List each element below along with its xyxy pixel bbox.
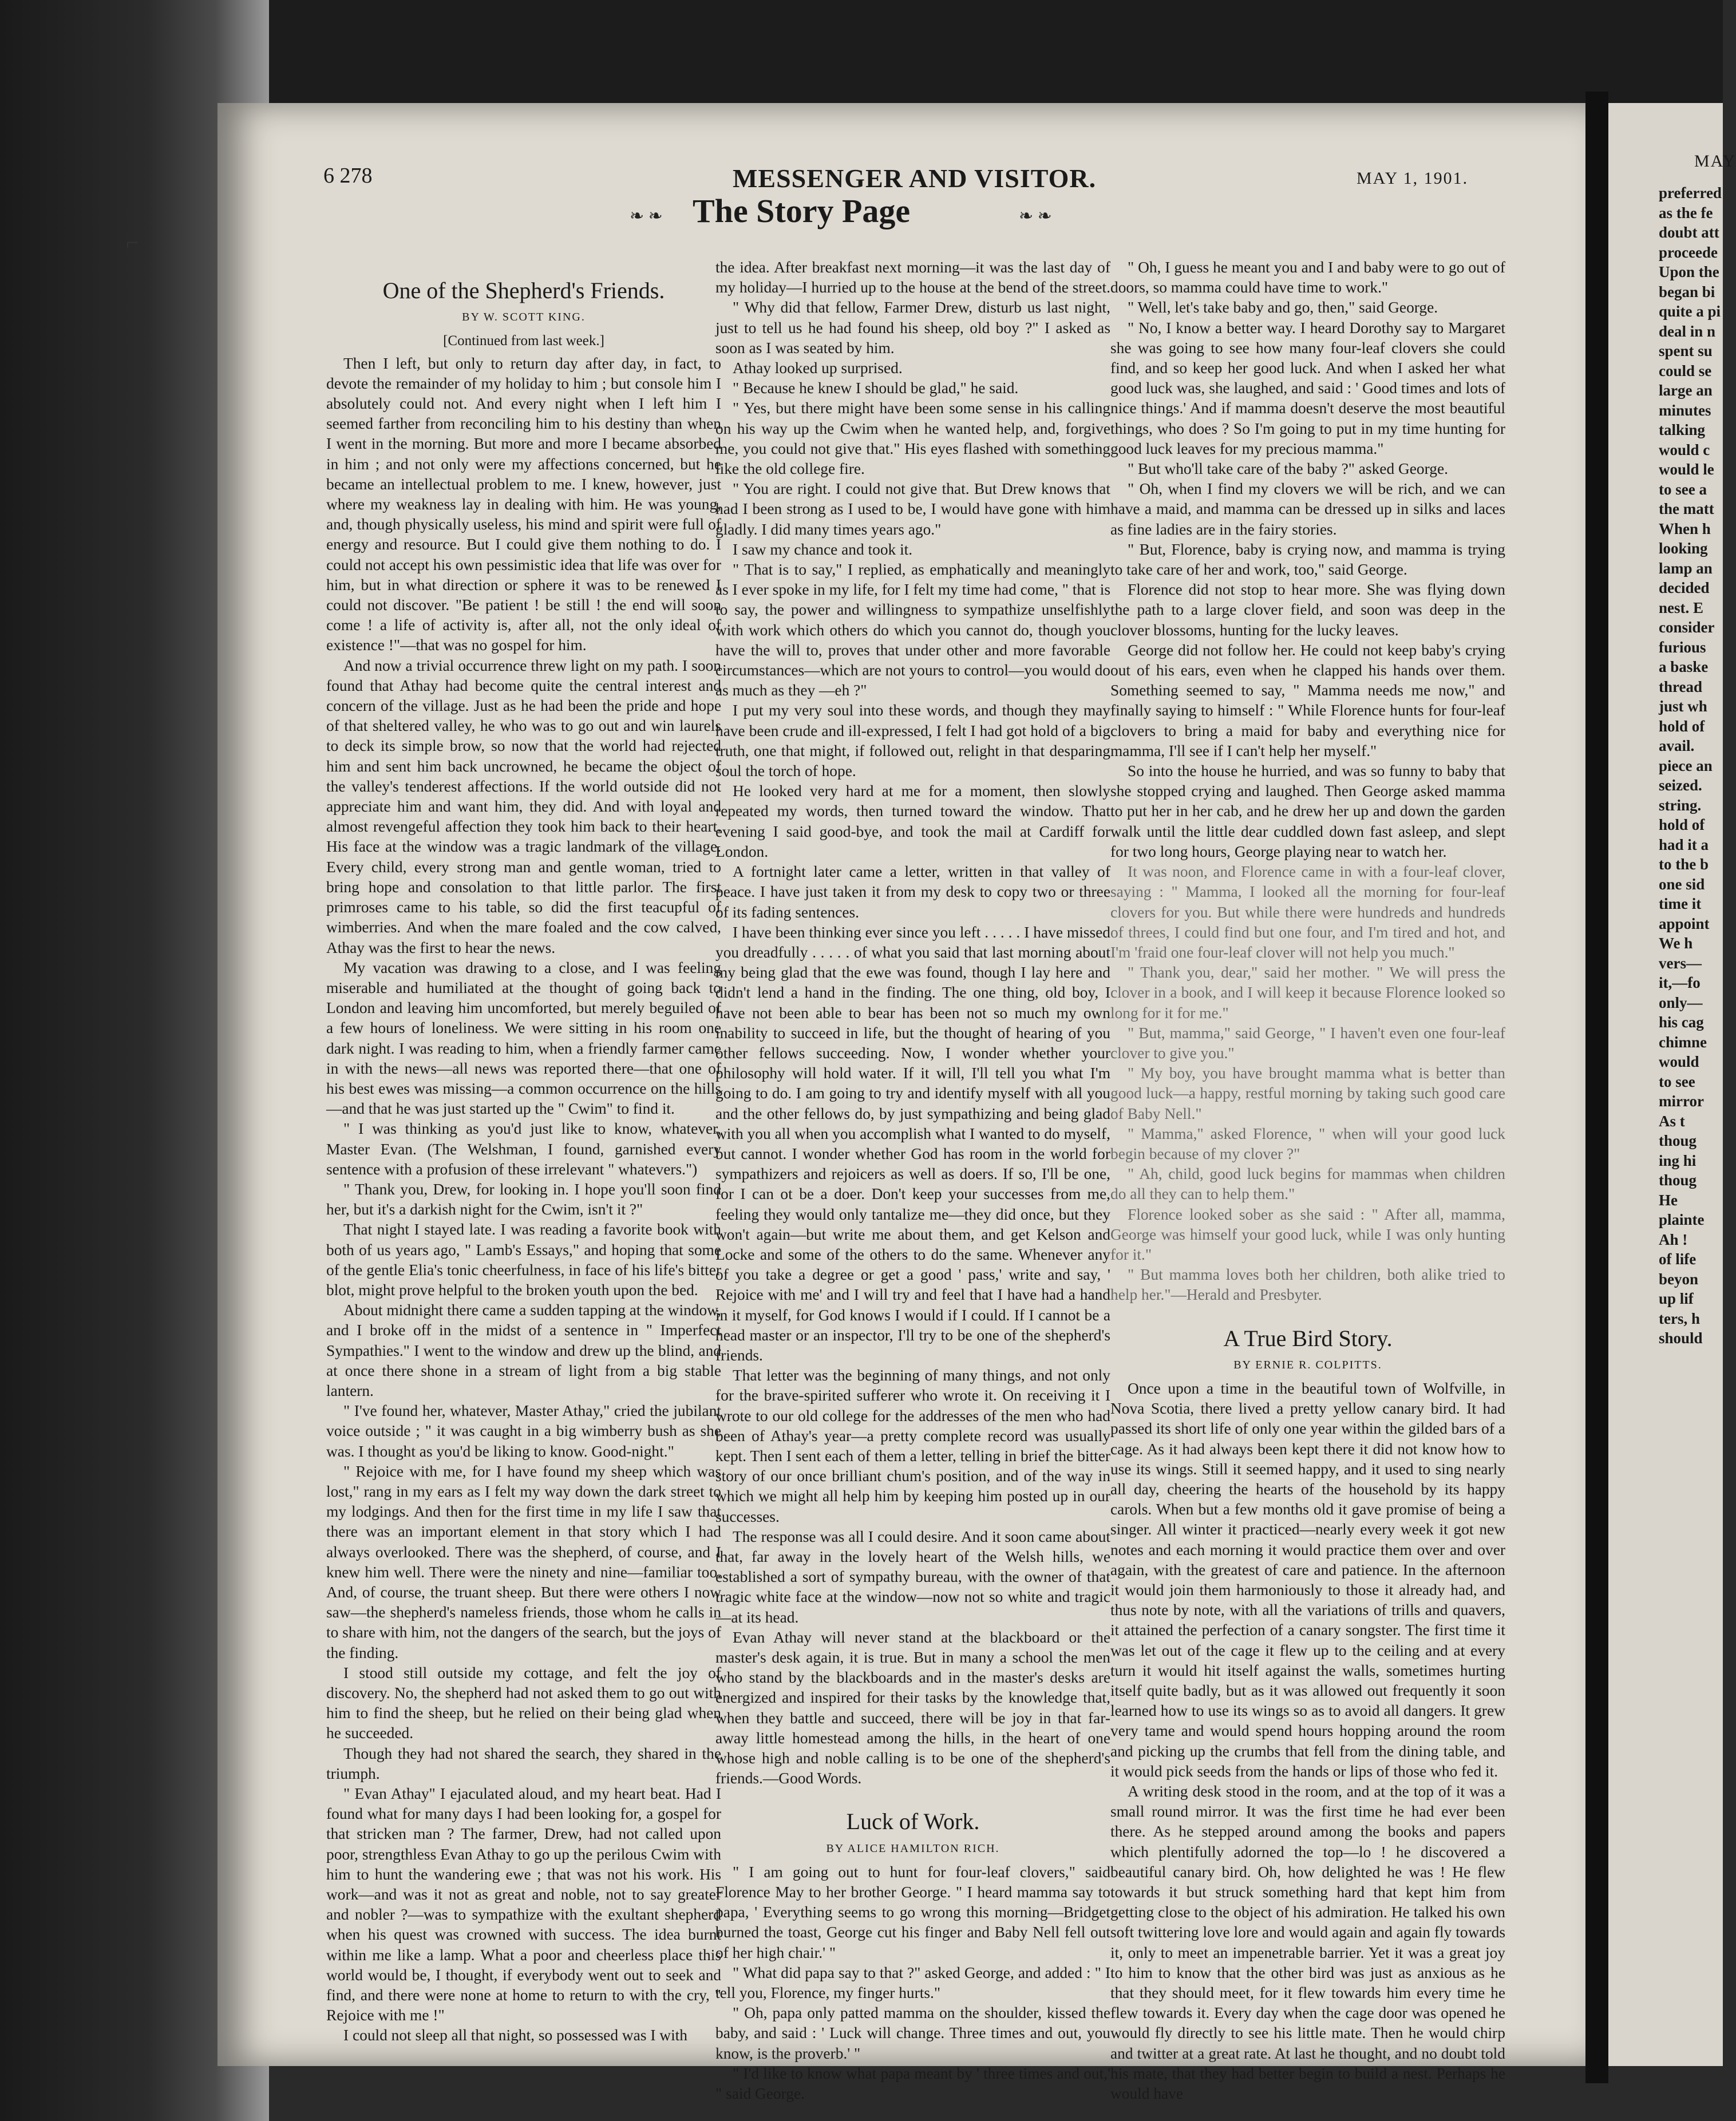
paragraph: " Mamma," asked Florence, " when will your good luck begin because of my clover ?" <box>1110 1125 1505 1162</box>
paragraph: About midnight there came a sudden tapping at the window, and I broke off in the midst of a sentence in " Imperfect Sympathies." I went to the window and drew up the blind, and at once there shone in a stream of light from a big stable lantern. <box>326 1301 722 1399</box>
paragraph: So into the house he hurried, and was so funny to baby that she stopped crying and laughed. Then George asked mamma to put her in her cab, and he drew her up and down the garden walk until the little dear cuddled down fast asleep, and slept for two long hours, George playing near to watch her. <box>1110 762 1505 860</box>
adjacent-page-line: appoint <box>1659 915 1710 932</box>
paragraph: " But who'll take care of the baby ?" asked George. <box>1128 460 1448 478</box>
adjacent-page-line: avail. <box>1659 737 1695 754</box>
paragraph: It was noon, and Florence came in with a four-leaf clover, saying : " Mamma, I looked all the morning for four-leaf clovers for you. But while there were hundreds and hundreds of threes, I could find but one four, and I'm tired and hot, and I'm 'fraid one four-leaf clover will not help you much." <box>1110 863 1505 961</box>
column-2 <box>715 258 1110 2104</box>
adjacent-page-line: deal in n <box>1659 322 1716 340</box>
adjacent-page-line: doubt att <box>1659 224 1719 241</box>
adjacent-page-line: plainte <box>1659 1211 1705 1228</box>
adjacent-page-line: would <box>1659 1053 1699 1070</box>
column-1 <box>326 258 721 2046</box>
paragraph: Florence did not stop to hear more. She was flying down the path to a large clover field, and soon was deep in the clover blossoms, hunting for the lucky leaves. <box>1110 581 1505 639</box>
paragraph: " Oh, I guess he meant you and I and baby were to go out of doors, so mamma could have time to work." <box>1110 259 1505 296</box>
adjacent-page-line: chimne <box>1659 1033 1707 1051</box>
adjacent-page-line: would le <box>1659 461 1714 478</box>
paragraph: " I'd like to know what papa meant by ' three times and out,' " said George. <box>715 2064 1110 2103</box>
issue-date: MAY 1, 1901. <box>1357 169 1469 188</box>
adjacent-page-line: ing hi <box>1659 1151 1697 1169</box>
paragraph: " Thank you, Drew, for looking in. I hope you'll soon find her, but it's a darkish night for the Cwim, isn't it ?" <box>326 1180 721 1218</box>
adjacent-page-line: should <box>1659 1329 1703 1347</box>
adjacent-page-line: hold of <box>1659 717 1705 735</box>
article-title: Luck of Work. <box>846 1809 980 1835</box>
paragraph: Athay looked up surprised. <box>733 359 903 377</box>
paragraph: A fortnight later came a letter, written in that valley of peace. I have just taken it from my desk to copy two or three of its fading sentences. <box>715 863 1110 921</box>
paragraph: " Oh, papa only patted mamma on the shoulder, kissed the baby, and said : ' Luck will change. Three times and out, you know, is the proverb.' " <box>715 2004 1110 2062</box>
adjacent-page-line: looking <box>1659 540 1708 557</box>
paragraph: Once upon a time in the beautiful town of Wolfville, in Nova Scotia, there lived a pretty yellow canary bird. It had passed its short life of only one year within the gilded bars of a cage. As it had always been kept there it did not know how to use its wings. Still it seemed happy, and it used to sing nearly all day, cheering the hearts of the household by its happy carols. When but a few months old it gave promise of being a singer. All winter it practiced—nearly every week it got new notes and each morning it would practice them over and over again, with the greatest of care and patience. In the afternoon it would join them harmoniously to those it already had, and thus note by note, with all the variations of trills and quavers, it attained the perfection of a canary songster. The first time it was let out of the cage it flew up to the ceiling and at every turn it would hit itself against the walls, sometimes hurting itself quite badly, but as it was allowed out frequently it soon learned how to use its wings so as to avoid all dangers. It grew very tame and would spend hours hopping around the room and picking up the crumbs that fell from the dining table, and it would pick seeds from the hands or lips of those who fed it. <box>1110 1379 1505 1780</box>
adjacent-page-line: had it a <box>1659 836 1709 853</box>
adjacent-page-line: decided <box>1659 579 1710 596</box>
article-byline: BY W. SCOTT KING. <box>462 311 586 324</box>
adjacent-page-text <box>1659 183 1727 1348</box>
adjacent-page-line: Ah ! <box>1659 1230 1688 1248</box>
paragraph: " But, mamma," said George, " I haven't even one four-leaf clover to give you." <box>1110 1024 1505 1062</box>
paragraph: " Ah, child, good luck begins for mammas when children do all they can to help them." <box>1110 1165 1505 1203</box>
adjacent-page-line: ters, h <box>1659 1309 1700 1327</box>
article-byline: BY ERNIE R. COLPITTS. <box>1233 1358 1382 1371</box>
page-number: 6 278 <box>323 164 373 188</box>
paragraph: He looked very hard at me for a moment, then slowly repeated my words, then turned toward the window. That evening I said good-bye, and took the mail at Cardiff for London. <box>715 782 1110 860</box>
adjacent-page-line: only— <box>1659 994 1703 1011</box>
adjacent-page-line: talking <box>1659 421 1706 438</box>
adjacent-page-line: seized. <box>1659 777 1702 794</box>
adjacent-page-line: would c <box>1659 441 1710 458</box>
adjacent-page-line: thread <box>1659 678 1703 695</box>
newspaper-page <box>126 103 1585 2103</box>
book-gutter <box>1585 92 1608 2083</box>
adjacent-page-fragment <box>1608 103 1736 2066</box>
adjacent-page-line: He <box>1659 1191 1678 1209</box>
section-title: The Story Page <box>693 192 911 229</box>
paragraph: I saw my chance and took it. <box>733 540 913 558</box>
paragraph: " Rejoice with me, for I have found my sheep which was lost," rang in my ears as I felt my way down the dark street to my lodgings. And then for the first time in my life I saw that there was an important element in that story which I had always overlooked. There was the shepherd, of course, and I knew him well. There were the ninety and nine—familiar too. And, of course, the truant sheep. But there were others I now saw—the shepherd's nameless friends, those whom he calls in to share with him, not the dangers of the search, but the joys of the finding. <box>326 1462 721 1661</box>
paragraph: A writing desk stood in the room, and at the top of it was a small round mirror. It was the first time he had ever been there. As he stepped around among the books and papers which plentifully adorned the top—lo ! he discovered a beautiful canary bird. Oh, how delighted he was ! He flew towards it but struck something hard that kept him from getting close to the object of his admiration. He talked his own soft twittering love lore and would again and again fly towards it, only to meet an impenetrable barrier. Yet it was a great joy to him to know that the other bird was just as anxious as he that they should meet, for it flew towards him every time he flew towards it. Every day when the cage door was opened he would fly directly to see his little mate. Then he would chirp and twitter at a great rate. At last he thought, and no doubt told his mate, that they had better begin to build a nest. Perhaps he would have <box>1110 1783 1505 2103</box>
paragraph: the idea. After breakfast next morning—it was the last day of my holiday—I hurried up to the house at the bend of the street. <box>715 259 1110 296</box>
paragraph: " Evan Athay" I ejaculated aloud, and my heart beat. Had I found what for many days I had been looking for, a gospel for that stricken man ? The farmer, Drew, had not called upon poor, strengthless Evan Athay to go up the perilous Cwim with him to hunt the wandering ewe ; that was not his work. His work—and was it not as great and noble, not to say greater and nobler ?—was to sympathize with the exultant shepherd when his quest was crowned with success. The idea burnt within me like a lamp. What a poor and cheerless place this world would be, I thought, if everybody went out to seek and find, and there were none at home to return to with the cry, " Rejoice with me !" <box>326 1785 721 2024</box>
adjacent-page-line: one sid <box>1659 875 1705 893</box>
adjacent-page-line: thoug <box>1659 1132 1697 1149</box>
adjacent-page-line: up lif <box>1659 1290 1694 1307</box>
paragraph: " Why did that fellow, Farmer Drew, disturb us last night, just to tell us he had found his sheep, old boy ?" I asked as soon as I was seated by him. <box>715 299 1110 357</box>
adjacent-page-line: furious <box>1659 638 1706 656</box>
paragraph: " I was thinking as you'd just like to know, whatever, Master Evan. (The Welshman, I found, garnished every sentence with a profusion of these irrelevant " whatevers.") <box>326 1120 721 1178</box>
adjacent-page-line: piece an <box>1659 757 1713 774</box>
article-byline: BY ALICE HAMILTON RICH. <box>826 1842 1000 1855</box>
paragraph: " You are right. I could not give that. But Drew knows that had I been strong as I used to be, I would have gone with him gladly. I did many times years ago." <box>715 480 1110 538</box>
ornament-icon: ❧ ❧ <box>630 207 663 225</box>
adjacent-page-line: hold of <box>1659 816 1705 833</box>
adjacent-page-line: a baske <box>1659 658 1709 675</box>
paragraph: " Thank you, dear," said her mother. " We will press the clover in a book, and I will keep it because Florence looked so long for it for me." <box>1110 964 1505 1022</box>
adjacent-page-line: vers— <box>1659 954 1702 972</box>
paragraph: " But mamma loves both her children, both alike tried to help her."—Herald and Presbyter. <box>1110 1266 1505 1304</box>
paragraph: " That is to say," I replied, as emphatically and meaningly as I ever spoke in my life, for I felt my time had come, " that is to say, the power and willingness to sympathize unselfishly with work which others do which you cannot do, though you have the will to, proves that under other and more favorable circumstances—which are not yours to control—you would do as much as they —eh ?" <box>715 561 1110 699</box>
paragraph: I could not sleep all that night, so possessed was I with <box>343 2027 687 2044</box>
paragraph: Florence looked sober as she said : " After all, mamma, George was himself your good luck, while I was only hunting for it." <box>1110 1205 1505 1263</box>
paragraph: Though they had not shared the search, they shared in the triumph. <box>326 1744 721 1782</box>
paragraph: And now a trivial occurrence threw light on my path. I soon found that Athay had become quite the central interest and concern of the village. Just as he had been the pride and hope of that sheltered valley, he who was to go out and win laurels to deck its simple brow, so now that the world had rejected him and sent him back uncrowned, he became the object of the valley's tenderest affections. If the world outside did not appreciate him and want him, they did. And with loyal and almost revengeful affection they took him back to their heart. His face at the window was a tragic landmark of the village. Every child, every strong man and gentle woman, tried to bring hope and consolation to that little parlor. The first primroses came to his table, so did the first teacupful of wimberries. And when the mare foaled and the cow calved, Athay was the first to hear the news. <box>326 656 721 956</box>
paragraph: " Well, let's take baby and go, then," said George. <box>1128 299 1438 316</box>
ornament-icon: ❧ ❧ <box>1019 207 1052 225</box>
paragraph: " Oh, when I find my clovers we will be rich, and we can have a maid, and mamma can be dressed up in silks and laces as fine ladies are in the fairy stories. <box>1110 480 1505 538</box>
paragraph: " My boy, you have brought mamma what is better than good luck—a happy, restful morning by taking such good care of Baby Nell." <box>1110 1065 1505 1122</box>
adjacent-page-line: string. <box>1659 796 1702 814</box>
adjacent-page-line: beyon <box>1659 1270 1699 1288</box>
paragraph: Evan Athay will never stand at the blackboard or the master's desk again, it is true. But in many a school the men who stand by the blackboards and in the master's desks are energized and inspired for their tasks by the knowledge that, when they battle and succeed, there will be joy in that far-away little homestead among the hills, in the heart of one whose high and noble calling is to be one of the shepherd's friends.—Good Words. <box>715 1628 1110 1787</box>
adjacent-page-line: of life <box>1659 1251 1697 1268</box>
masthead: MESSENGER AND VISITOR. <box>733 164 1097 193</box>
adjacent-page-line: preferred <box>1659 184 1722 201</box>
paragraph: That letter was the beginning of many things, and not only for the brave-spirited sufferer who wrote it. On receiving it I wrote to our old college for the addresses of the men who had been of Athay's year—a pretty complete record was usually kept. Then I sent each of them a letter, telling in brief the bitter story of our once brilliant chum's position, and of the way in which we might all help him by keeping him posted up in our successes. <box>715 1367 1110 1525</box>
adjacent-page-line: to see <box>1659 1073 1695 1090</box>
adjacent-page-line: mirror <box>1659 1093 1704 1110</box>
adjacent-page-line: it,—fo <box>1659 974 1701 991</box>
adjacent-page-line: the matt <box>1659 500 1714 517</box>
article-title: A True Bird Story. <box>1223 1325 1393 1351</box>
continued-note: [Continued from last week.] <box>443 333 604 349</box>
adjacent-page-line: could se <box>1659 362 1712 379</box>
paragraph: " I am going out to hunt for four-leaf clovers," said Florence May to her brother George. " I heard mamma say to papa, ' Everything seems to go wrong this morning—Bridget burned the toast, George cut his finger and Baby Nell fell out of her high chair.' " <box>715 1863 1110 1961</box>
article-title: One of the Shepherd's Friends. <box>382 278 665 303</box>
paragraph: " What did papa say to that ?" asked George, and added : " I tell you, Florence, my finger hurts." <box>715 1964 1110 2002</box>
adjacent-page-line: proceede <box>1659 243 1718 261</box>
adjacent-page-line: consider <box>1659 619 1715 636</box>
paragraph: George did not follow her. He could not keep baby's crying out of his ears, even when he clapped his hands over them. Something seemed to say, " Mamma needs me now," and finally saying to himself : " While Florence hunts for four-leaf clovers to bring a maid for baby and everything nice for mamma, I'll see if I can't help her myself." <box>1110 641 1505 759</box>
adjacent-page-line: thoug <box>1659 1172 1697 1189</box>
paragraph: " I've found her, whatever, Master Athay," cried the jubilant voice outside ; " it was caught in a big wimberry bush as she was. I thought as you'd be liking to know. Good-night." <box>326 1402 721 1460</box>
adjacent-page-line: his cag <box>1659 1014 1704 1031</box>
adjacent-page-line: lamp an <box>1659 559 1713 577</box>
adjacent-page-line: large an <box>1659 382 1713 399</box>
pencil-mark-icon: ⌐ <box>126 229 139 255</box>
adjacent-page-line: to see a <box>1659 480 1707 498</box>
adjacent-page-line: quite a pi <box>1659 303 1721 320</box>
adjacent-page-line: minutes <box>1659 401 1711 419</box>
paragraph: I put my very soul into these words, and though they may have been crude and ill-expressed, I felt I had got hold of a big truth, one that might, if followed out, relight in that desparing soul the torch of hope. <box>715 702 1110 780</box>
adjacent-page-line: Upon the <box>1659 263 1719 280</box>
paragraph: " Because he knew I should be glad," he said. <box>733 379 1019 397</box>
paragraph: " But, Florence, baby is crying now, and mamma is trying to take care of her and work, too," said George. <box>1110 540 1505 579</box>
adjacent-page-line: just wh <box>1659 698 1707 715</box>
adjacent-page-line: began bi <box>1659 283 1715 300</box>
paragraph: " Yes, but there might have been some sense in his calling on his way up the Cwim when he wanted help, and, forgive me, you could not give that." His eyes flashed with something like the old college fire. <box>715 399 1110 478</box>
adjacent-page-line: to the b <box>1659 856 1709 873</box>
adjacent-page-line: time it <box>1659 895 1702 912</box>
adjacent-page-line: nest. E <box>1659 599 1704 616</box>
paragraph: " No, I know a better way. I heard Dorothy say to Margaret she was going to see how many four-leaf clovers she could find, and so keep her good luck. And when I asked her what good luck was, she laughed, and said : ' Good times and lots of nice things.' And if mamma doesn't deserve the most beautiful things, who does ? So I'm going to put in my time hunting for good luck leaves for my precious mamma." <box>1110 319 1505 457</box>
column-3 <box>1110 258 1505 2104</box>
adjacent-page-line: When h <box>1659 520 1711 537</box>
adjacent-page-line: We h <box>1659 935 1693 952</box>
paragraph: The response was all I could desire. And it soon came about that, far away in the lovely heart of the Welsh hills, we established a sort of sympathy bureau, with the owner of that tragic white face at the window—now not so white and tragic—at its head. <box>715 1528 1110 1626</box>
paragraph: I stood still outside my cottage, and felt the joy of discovery. No, the shepherd had not asked them to go out with him to find the sheep, but he relied on their being glad when he succeeded. <box>326 1664 721 1742</box>
paragraph: I have been thinking ever since you left . . . . . I have missed you dreadfully . . . . . of what you said that last morning about my being glad that the ewe was found, though I lay here and didn't lend a hand in the finding. The one thing, old boy, I have not been able to bear has been not so much my own inability to succeed in life, but the thought of hearing of you other fellows succeeding. Now, I wonder whether your philosophy will hold water. If it will, I'll tell you what I'm going to do. I am going to try and identify myself with all you and the other fellows do, by just sympathizing and being glad with you all when you accomplish what I wanted to do myself, but cannot. I wonder whether God has room in the world for sympathizers and rejoicers as well as doers. If so, I'll be one, for I can ot be a doer. Don't keep your successes from me, feeling they would only tantalize me—they did once, but they won't again—but write me about them, and get Kelson and Locke and some of the others to do the same. Whenever any of you take a degree or get a good ' pass,' write and say, ' Rejoice with me' and I will try and feel that I have had a hand in it myself, for God knows I would if I could. If I cannot be a head master or an inspector, I'll try to be one of the shepherd's friends. <box>715 923 1110 1364</box>
adjacent-page-line: As t <box>1659 1112 1685 1130</box>
paragraph: My vacation was drawing to a close, and I was feeling miserable and humiliated at the thought of going back to London and leaving him uncomforted, but merely beguiled of a few hours of loneliness. We were sitting in his room one dark night. I was reading to him, when a friendly farmer came in with the news—all news was reported there—that one of his best ewes was missing—a common occurrence on the hills—and that he was just started up the " Cwim" to find it. <box>326 959 721 1118</box>
adjacent-page-header: MAY <box>1694 152 1736 171</box>
paragraph: That night I stayed late. I was reading a favorite book with both of us years ago, " Lamb's Essays," and hoping that some of the gentle Elia's tonic cheerfulness, in face of his life's bitter blot, might prove helpful to the broken youth upon the bed. <box>326 1221 721 1299</box>
adjacent-page-line: spent su <box>1659 342 1713 359</box>
adjacent-page-line: as the fe <box>1659 204 1713 221</box>
paragraph: Then I left, but only to return day after day, in fact, to devote the remainder of my holiday to him ; but console him I absolutely could not. And every night when I left him I seemed farther from reconciling him to his destiny than when I went in the morning. But more and more I became absorbed in him ; and not only were my affections concerned, but he became an intellectual problem to me. I knew, however, just where my weakness lay in dealing with him. He was young, and, though physically useless, his mind and spirit were full of energy and resource. But I could give them nothing to do. I could not accept his own pessimistic idea that life was over for him, but in what direction or sphere it was to be renewed I could not discover. "Be patient ! be still ! the end will soon come ! a life of activity is, after all, not the only ideal of existence !"—that was no gospel for him. <box>326 354 721 654</box>
